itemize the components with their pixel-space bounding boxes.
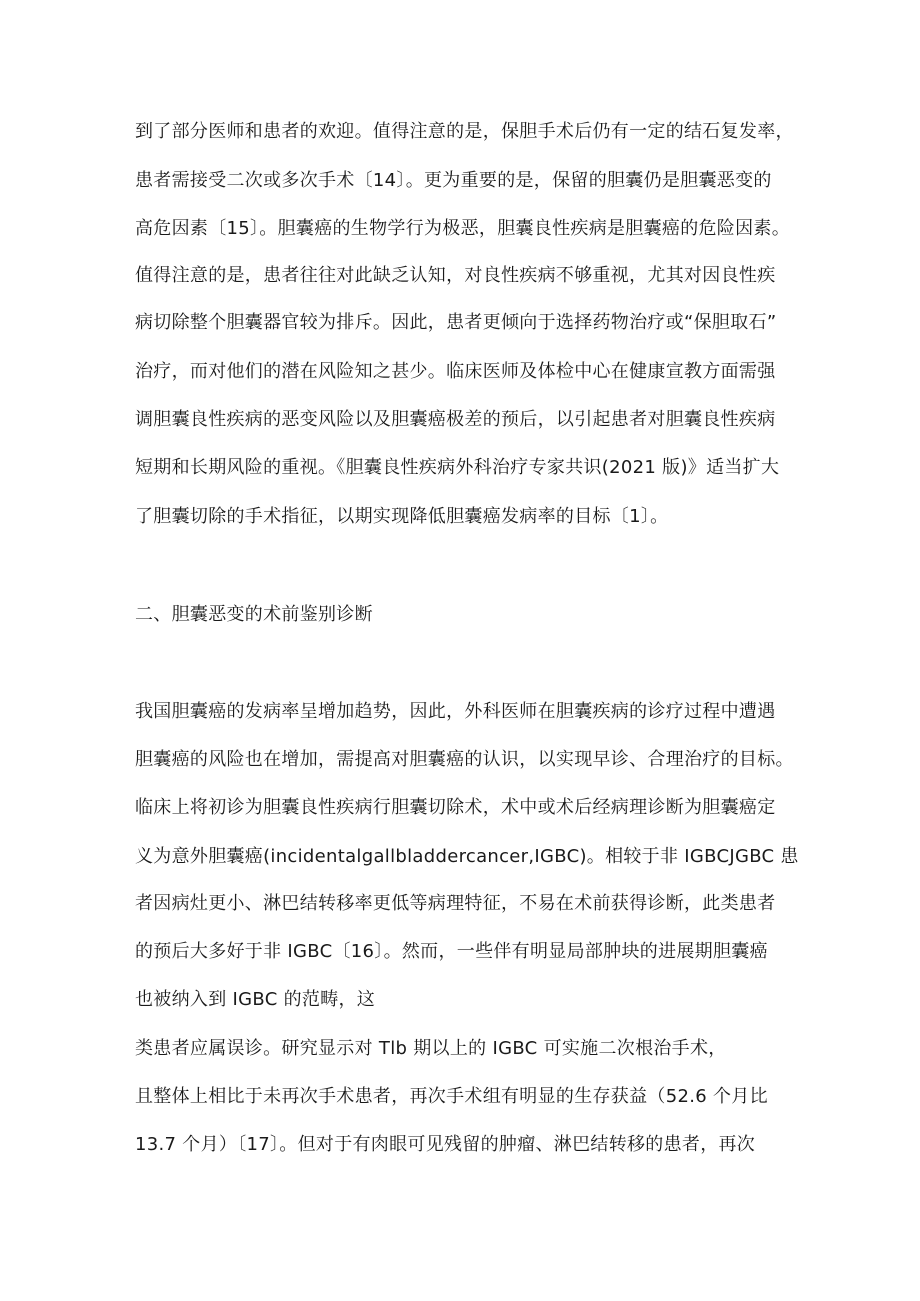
paragraph-2-line-1: 我国胆囊癌的发病率呈增加趋势，因此，外科医师在胆囊疾病的诊疗过程中遭遇 <box>135 701 776 722</box>
paragraph-3-line-3: 13.7 个月）〔17〕。但对于有肉眼可见残留的肿瘤、淋巴结转移的患者，再次 <box>135 1134 756 1155</box>
paragraph-1-line-5: 病切除整个胆囊器官较为排斥。因此，患者更倾向于选择药物治疗或“保胆取石” <box>135 312 777 333</box>
paragraph-1-line-2: 患者需接受二次或多次手术〔14〕。更为重要的是，保留的胆囊仍是胆囊恶变的 <box>135 170 772 191</box>
paragraph-1-line-7: 调胆囊良性疾病的恶变风险以及胆囊癌极差的预后，以引起患者对胆囊良性疾病 <box>135 409 776 430</box>
paragraph-3-line-1: 类患者应属误诊。研究显示对 Tlb 期以上的 IGBC 可实施二次根治手术， <box>135 1038 727 1059</box>
paragraph-1-line-9: 了胆囊切除的手术指征，以期实现降低胆囊癌发病率的目标〔1〕。 <box>135 506 669 527</box>
paragraph-1-line-6: 治疗，而对他们的潜在风险知之甚少。临床医师及体检中心在健康宣教方面需强 <box>135 361 776 382</box>
paragraph-1-line-1: 到了部分医师和患者的欢迎。值得注意的是，保胆手术后仍有一定的结石复发率， <box>135 121 794 142</box>
paragraph-2-line-6: 的预后大多好于非 IGBC〔16〕。然而，一些伴有明显局部肿块的进展期胆囊癌 <box>135 941 768 962</box>
section-heading: 二、胆囊恶变的术前鉴别诊断 <box>135 604 373 625</box>
paragraph-3-line-2: 且整体上相比于未再次手术患者，再次手术组有明显的生存获益（52.6 个月比 <box>135 1086 768 1107</box>
paragraph-2-line-7: 也被纳入到 IGBC 的范畴，这 <box>135 989 376 1010</box>
paragraph-2-line-2: 胆囊癌的风险也在增加，需提高对胆囊癌的认识，以实现早诊、合理治疗的目标。 <box>135 749 794 770</box>
paragraph-2-line-5: 者因病灶更小、淋巴结转移率更低等病理特征，不易在术前获得诊断，此类患者 <box>135 893 776 914</box>
paragraph-2-line-3: 临床上将初诊为胆囊良性疾病行胆囊切除术，术中或术后经病理诊断为胆囊癌定 <box>135 797 776 818</box>
paragraph-2-line-4: 义为意外胆囊癌(incidentalgallbladdercancer,IGBC)。相较于非 IGBCJGBC 患 <box>135 846 799 867</box>
paragraph-1-line-8: 短期和长期风险的重视。《胆囊良性疾病外科治疗专家共识(2021 版)》适当扩大 <box>135 457 780 478</box>
paragraph-1-line-3: 高危因素〔15〕。胆囊癌的生物学行为极恶，胆囊良性疾病是胆囊癌的危险因素。 <box>135 218 791 239</box>
paragraph-1-line-4: 值得注意的是，患者往往对此缺乏认知，对良性疾病不够重视，尤其对因良性疾 <box>135 265 776 286</box>
